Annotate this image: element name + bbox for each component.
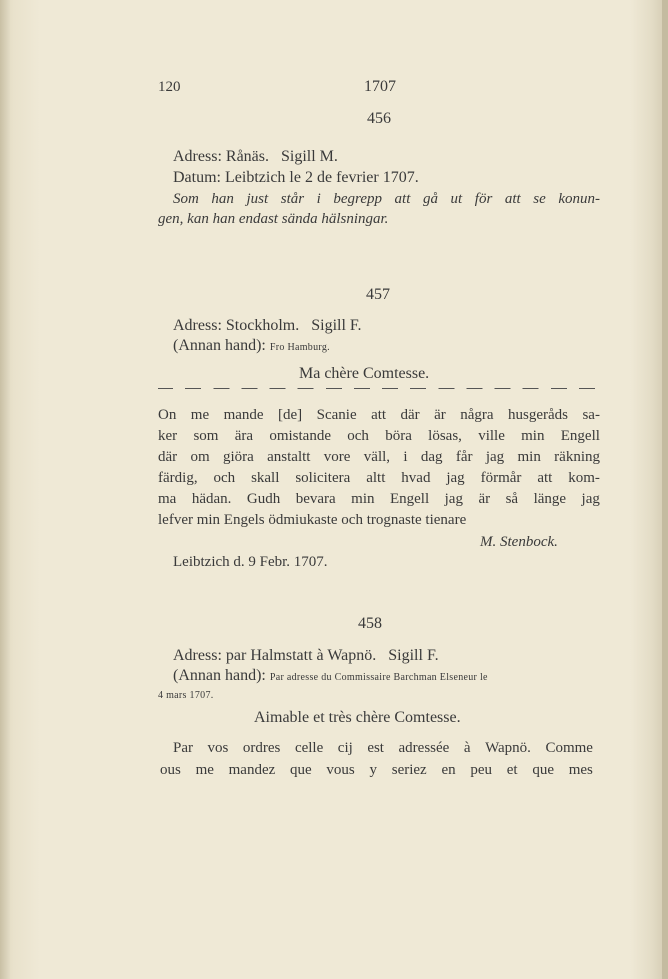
letter-457-body-line-6: lefver min Engels ödmiukaste och trognaste tienare [158,512,467,528]
word: jag [444,491,463,507]
other-hand-value: Par adresse du Commissaire Barchman Elseneur le [269,672,488,683]
word: Comme [545,740,593,756]
word: som [193,428,219,444]
letter-456-address [173,147,338,167]
other-hand-label: (Annan hand): [173,337,266,354]
book-spine-shadow [0,0,10,979]
word: Wapnö. [485,740,531,756]
letter-457-place-date: Leibtzich d. 9 Febr. 1707. [173,554,328,570]
word: om [190,449,210,465]
word: hvad [401,470,431,486]
word: altt [366,470,386,486]
letter-458-other-hand [173,666,488,688]
letter-457-salutation: Ma chère Comtesse. [299,365,430,382]
letter-457-body-line-3 [158,447,600,467]
word: i [403,449,408,465]
page-edge [662,0,668,979]
word: vos [207,740,229,756]
word: jag [581,491,600,507]
word: bevara [295,491,336,507]
word: att [371,407,387,423]
word: Gudh [246,491,281,507]
word: lösas, [428,428,462,444]
word: länge [533,491,567,507]
address-label: Adress: [173,647,222,664]
letter-458-body-line-2 [160,760,593,780]
letter-458-number: 458 [358,615,382,632]
word: en [441,762,456,778]
word: giöra [222,449,254,465]
word: ker [158,428,178,444]
word: jag [485,449,505,465]
other-hand-value: Fro Hamburg. [269,342,330,353]
word: några [460,407,494,423]
seal: Sigill M. [281,148,338,165]
word: que [532,762,554,778]
seal: Sigill F. [388,647,439,664]
word: On [158,407,177,423]
word: anstaltt [267,449,311,465]
word: kom- [568,470,600,486]
date-label: Datum: [173,169,221,186]
word: [de] [278,407,303,423]
word: omistande [269,428,331,444]
word: vore [323,449,351,465]
word: där [158,449,178,465]
letter-456-date [173,168,419,188]
letter-456-number: 456 [367,110,391,127]
word: förmår [480,470,522,486]
word: mande [223,407,264,423]
word: att [537,470,553,486]
address-label: Adress: [173,148,222,165]
word: peu [470,762,493,778]
word: ordres [242,740,281,756]
word: mandez [228,762,276,778]
word: är [434,407,446,423]
word: skall [251,470,280,486]
word: väll, [363,449,391,465]
letter-457-other-hand [173,336,330,358]
letter-457-body-line-1 [158,405,600,425]
word: Scanie [316,407,357,423]
word: så [505,491,519,507]
word: et [506,762,518,778]
word: får [455,449,473,465]
letter-457-body-line-2 [158,426,600,446]
word: min [351,491,375,507]
word: och [213,470,236,486]
word: ära [234,428,254,444]
word: ous [160,762,181,778]
word: celle [294,740,324,756]
letter-457-address [173,316,362,336]
word: seriez [391,762,427,778]
date-value: Leibtzich le 2 de fevrier 1707. [225,169,419,186]
letter-456-note-line-2: gen, kan han endast sända hälsningar. [158,211,389,227]
running-head-year: 1707 [364,78,396,95]
word: jag [446,470,465,486]
other-hand-label: (Annan hand): [173,667,266,684]
word: solicitera [295,470,351,486]
address-value: Rånäs. [225,148,269,165]
letter-458-other-hand-line-2: 4 mars 1707. [158,690,214,701]
word: Engell [560,428,600,444]
word: böra [385,428,412,444]
word: husgeråds [508,407,568,423]
word: mes [568,762,593,778]
word: que [290,762,312,778]
word: ma [158,491,177,507]
word: me [190,407,210,423]
word: me [195,762,214,778]
letter-457-body-line-5 [158,489,600,509]
word: där [400,407,420,423]
word: ville [478,428,505,444]
address-value: par Halmstatt à Wapnö. [225,647,377,664]
word: Par [173,740,193,756]
word: sa- [582,407,600,423]
word: vous [326,762,355,778]
word: och [347,428,369,444]
word: är [478,491,491,507]
letter-457-signature: M. Stenbock. [480,534,558,550]
word: hädan. [191,491,232,507]
word: à [463,740,471,756]
word: dag [420,449,443,465]
letter-458-salutation: Aimable et très chère Comtesse. [254,709,461,726]
letter-456-note-line-1: Som han just står i begrepp att gå ut för att se konun- [173,191,600,207]
word: Engell [389,491,430,507]
word: y [369,762,377,778]
letter-457-body-line-4 [158,468,600,488]
word: färdig, [158,470,198,486]
letter-458-body-line-1 [173,738,593,758]
word: est [367,740,384,756]
address-value: Stockholm. [225,317,300,334]
letter-458-address [173,646,439,666]
word: räkning [554,449,600,465]
dashed-separator [158,388,600,391]
word: min [521,428,545,444]
letter-457-number: 457 [366,286,390,303]
word: adressée [398,740,450,756]
word: cij [337,740,353,756]
page-number: 120 [158,79,181,95]
word: min [517,449,541,465]
address-label: Adress: [173,317,222,334]
seal: Sigill F. [311,317,362,334]
